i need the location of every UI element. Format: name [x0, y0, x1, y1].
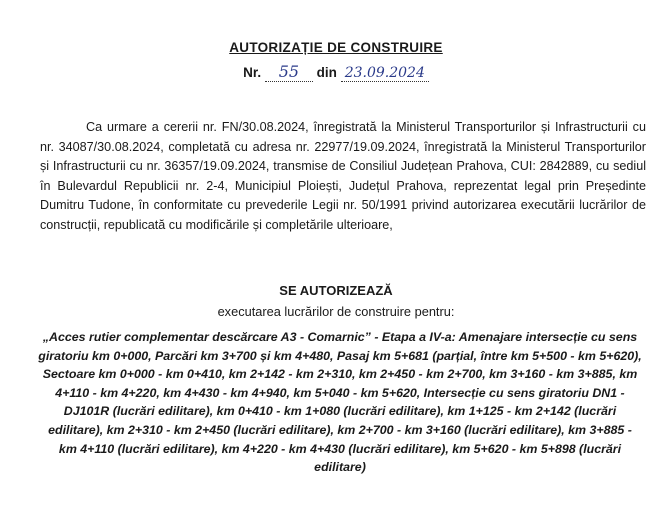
- title-text: AUTORIZAȚIE DE CONSTRUIRE: [229, 40, 443, 55]
- document-title: [0, 40, 672, 55]
- date-label: din: [316, 65, 337, 80]
- execution-line: executarea lucrărilor de construire pentru:: [217, 304, 455, 319]
- intro-text: Ca urmare a cererii nr. FN/30.08.2024, înregistrată la Ministerul Transporturilor și Infrastructurii cu nr. 34087/30.08.2024, completată cu adresa nr. 22977/19.09.2024, înregistrată la Ministerul Transporturilor și Infrastructurii cu nr. 36357/19.09.2024, transmise de Consiliul Județean Prahova, CUI: 2842889, cu sediul în Bulevardul Republicii nr. 2-4, Municipiul Ploiești, Județul Prahova, reprezentat legal prin Președinte Dumitru Tudone, în conformitate cu prevederile Legii nr. 50/1991 privind autorizarea executării lucrărilor de construcții, republicată cu modificările și completările ulterioare,: [40, 120, 646, 232]
- number-label: Nr.: [243, 65, 262, 80]
- handwritten-date: 23.09.2024: [341, 65, 429, 82]
- number-date-line: [0, 62, 672, 82]
- authorize-heading: SE AUTORIZEAZĂ: [279, 283, 393, 298]
- works-description: „Acces rutier complementar descărcare A3 - Comarnic” - Etapa a IV-a: Amenajare intersecție cu sens giratoriu km 0+000, Parcări km 3+700 și km 4+480, Pasaj km 5+681 (parțial, între km 5+500 - km 5+620), Sectoare km 0+000 - km 0+410, km 2+142 - km 2+310, km 2+450 - km 2+700, km 3+160 - km 3+885, km 4+110 - km 4+220, km 4+430 - km 4+940, km 5+040 - km 5+620, Intersecție cu sens giratoriu DN1 - DJ101R (lucrări edilitare), km 0+410 - km 1+080 (lucrări edilitare), km 1+125 - km 2+142 (lucrări edilitare), km 2+310 - km 2+450 (lucrări edilitare), km 2+700 - km 3+160 (lucrări edilitare), km 3+885 - km 4+110 (lucrări edilitare), km 4+220 - km 4+430 (lucrări edilitare), km 5+620 - km 5+898 (lucrări edilitare): [38, 330, 642, 475]
- handwritten-number: 55: [265, 62, 313, 82]
- intro-paragraph: [40, 118, 646, 236]
